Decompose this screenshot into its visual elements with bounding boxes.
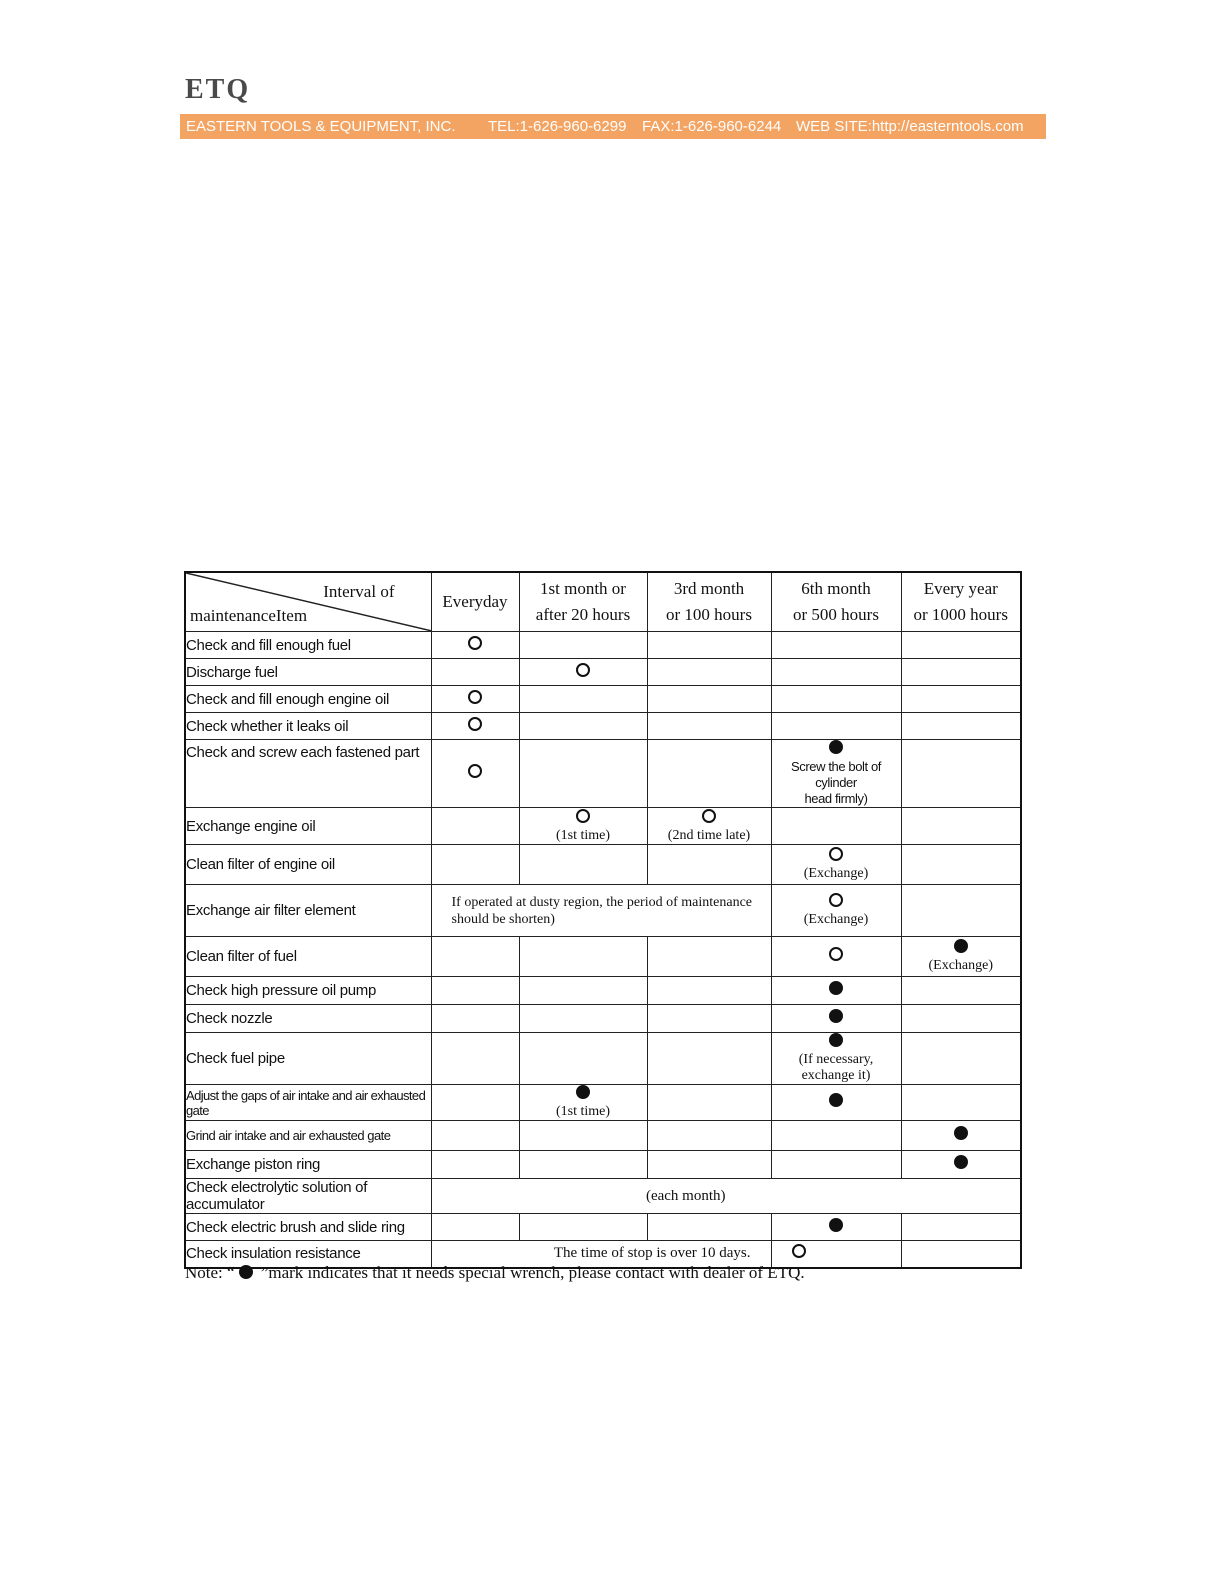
row-label: Clean filter of engine oil [185, 845, 431, 885]
table-row: Clean filter of engine oil (Exchange) [185, 845, 1021, 885]
filled-circle-mark [829, 740, 843, 754]
company-banner [180, 114, 1046, 139]
table-row: Exchange engine oil (1st time) (2nd time late) [185, 808, 1021, 845]
open-circle-mark [576, 663, 590, 677]
row-label: Check and fill enough engine oil [185, 686, 431, 713]
row-label: Check insulation resistance [185, 1241, 431, 1268]
table-row: Exchange air filter element If operated at dusty region, the period of maintenance should be shorten) (Exchange) [185, 885, 1021, 937]
col-1st-month: 1st month or after 20 hours [519, 572, 647, 632]
filled-circle-mark [829, 1009, 843, 1023]
open-circle-mark [829, 893, 843, 907]
open-circle-mark [792, 1244, 806, 1258]
filled-circle-mark [576, 1085, 590, 1099]
row-label: Check electrolytic solution of accumulator [185, 1179, 431, 1214]
row-label: Grind air intake and air exhausted gate [185, 1121, 431, 1151]
filled-circle-mark [829, 1218, 843, 1232]
table-row [185, 1005, 1021, 1033]
table-row: Clean filter of fuel (Exchange) [185, 937, 1021, 977]
row-label: Discharge fuel [185, 659, 431, 686]
row-label: Clean filter of fuel [185, 937, 431, 977]
row-label: Exchange engine oil [185, 808, 431, 845]
table-row [185, 686, 1021, 713]
open-circle-mark [468, 636, 482, 650]
header-row [185, 572, 1021, 632]
open-circle-mark [468, 717, 482, 731]
item-label: maintenanceItem [190, 606, 308, 625]
filled-circle-mark [829, 1093, 843, 1107]
col-3rd-month: 3rd month or 100 hours [647, 572, 771, 632]
insulation-note: The time of stop is over 10 days. [431, 1241, 771, 1268]
table-row [185, 659, 1021, 686]
open-circle-mark [468, 764, 482, 778]
row-label: Check fuel pipe [185, 1033, 431, 1085]
row-label: Check nozzle [185, 1005, 431, 1033]
table-row: Check fuel pipe (If necessary, exchange it) [185, 1033, 1021, 1085]
table-row [185, 1151, 1021, 1179]
table-row [185, 1179, 1021, 1214]
col-6th-month: 6th month or 500 hours [771, 572, 901, 632]
company-name: EASTERN TOOLS & EQUIPMENT, INC. [186, 118, 456, 135]
row-label: Check and fill enough fuel [185, 632, 431, 659]
open-circle-mark [468, 690, 482, 704]
filled-circle-mark [954, 939, 968, 953]
open-circle-mark [829, 947, 843, 961]
telephone: TEL:1-626-960-6299 [488, 118, 627, 135]
table-row [185, 713, 1021, 740]
row-label: Check and screw each fastened part [185, 740, 431, 808]
corner-header [185, 572, 431, 632]
col-every-year: Every year or 1000 hours [901, 572, 1021, 632]
row-label: Adjust the gaps of air intake and air exhausted gate [185, 1085, 431, 1121]
table-row [185, 1121, 1021, 1151]
table-row: Adjust the gaps of air intake and air exhausted gate (1st time) [185, 1085, 1021, 1121]
row-label: Exchange piston ring [185, 1151, 431, 1179]
open-circle-mark [702, 809, 716, 823]
filled-circle-mark [239, 1265, 253, 1279]
website: WEB SITE:http://easterntools.com [796, 118, 1024, 135]
filled-circle-mark [954, 1155, 968, 1169]
etq-logo: ETQ [185, 74, 251, 105]
table-row [185, 977, 1021, 1005]
filled-circle-mark [829, 1033, 843, 1047]
dusty-region-note: If operated at dusty region, the period of maintenance should be shorten) [431, 885, 771, 937]
open-circle-mark [829, 847, 843, 861]
filled-circle-mark [954, 1126, 968, 1140]
col-everyday: Everyday [431, 572, 519, 632]
row-label: Exchange air filter element [185, 885, 431, 937]
table-row [185, 632, 1021, 659]
table-row: Check and screw each fastened part Screw the bolt of cylinder head firmly) [185, 740, 1021, 808]
footnote: Note: “ ”mark indicates that it needs special wrench, please contact with dealer of ETQ. [185, 1263, 805, 1282]
row-label: Check high pressure oil pump [185, 977, 431, 1005]
row-label: Check electric brush and slide ring [185, 1214, 431, 1241]
filled-circle-mark [829, 981, 843, 995]
interval-label: Interval of [323, 582, 395, 601]
fax: FAX:1-626-960-6244 [642, 118, 782, 135]
maintenance-table [184, 571, 1022, 1269]
open-circle-mark [576, 809, 590, 823]
table-row [185, 1214, 1021, 1241]
row-label: Check whether it leaks oil [185, 713, 431, 740]
each-month-note: (each month) [431, 1179, 1021, 1214]
